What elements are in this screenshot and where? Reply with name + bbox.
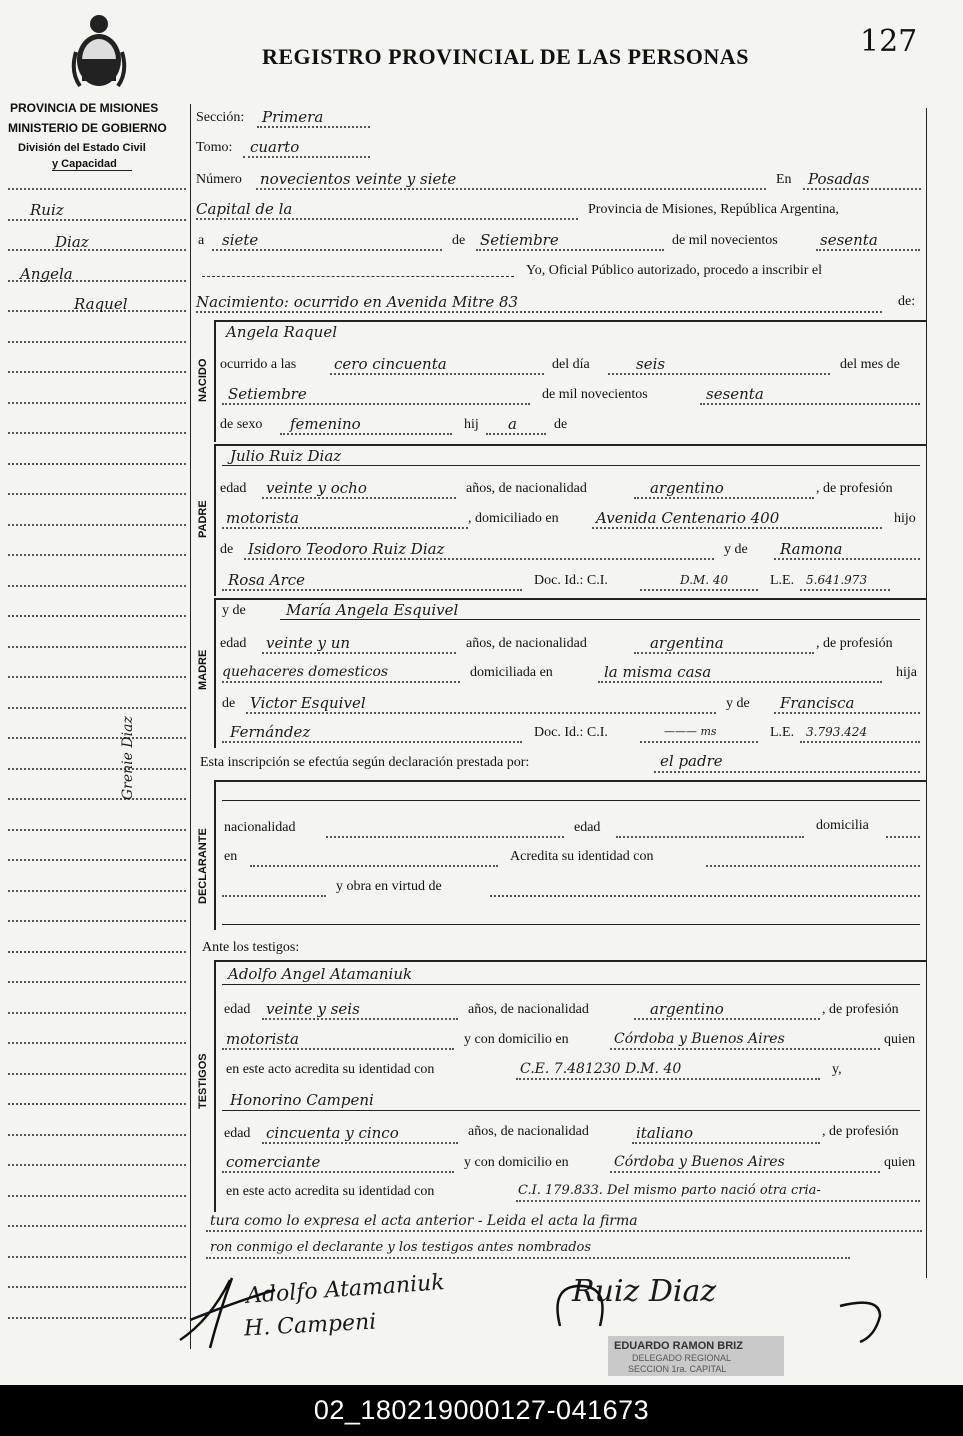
t2-prof-value: comerciante <box>226 1153 321 1171</box>
margin-rule-line <box>8 1073 186 1075</box>
t2-nac-label: años, de nacionalidad <box>468 1124 589 1139</box>
t1-quien: quien <box>884 1032 916 1047</box>
dia-value: siete <box>222 231 259 249</box>
declaracion-text: Esta inscripción se efectúa según declaración prestada por: <box>200 755 530 770</box>
t2-dom-label: y con domicilio en <box>464 1155 569 1170</box>
padre-yde-label: y de <box>724 542 748 557</box>
padre-le-value: 5.641.973 <box>806 573 868 587</box>
margin-rule-line <box>8 646 186 648</box>
testigo2-nombre: Honorino Campeni <box>230 1091 374 1109</box>
margin-rule-line <box>8 1317 186 1319</box>
mes-value: Setiembre <box>480 231 559 249</box>
de-label: de <box>452 233 466 248</box>
margin-rule-line <box>8 768 186 770</box>
margin-rule-line <box>8 219 186 221</box>
margin-note-1: Ruiz <box>30 201 64 219</box>
padre-de-label: de <box>220 542 234 557</box>
margin-rule-line <box>8 707 186 709</box>
madre-dom-value: la misma casa <box>604 663 712 681</box>
margin-rule-line <box>8 524 186 526</box>
madre-edad-label: edad <box>220 636 247 651</box>
de-colon-label: de: <box>898 294 916 309</box>
padre-prof-label: , de profesión <box>816 481 893 496</box>
padre-ci-value: D.M. 40 <box>680 573 729 587</box>
padre-prof-value: motorista <box>226 509 299 527</box>
signature-campeni: H. Campeni <box>243 1309 377 1342</box>
margin-rule-line <box>8 463 186 465</box>
coat-of-arms-icon <box>68 12 130 94</box>
en-value: Posadas <box>808 170 870 188</box>
decl-acredita-label: Acredita su identidad con <box>510 849 654 864</box>
madre-doc-label: Doc. Id.: C.I. <box>534 725 608 740</box>
numero-value: novecientos veinte y siete <box>260 170 457 188</box>
margin-note-3: Angela <box>20 265 73 283</box>
madre-label: MADRE <box>197 649 209 691</box>
t2-acr-label: en este acto acredita su identidad con <box>226 1184 435 1199</box>
padre-le-label: L.E. <box>770 573 795 588</box>
capital-value: Capital de la <box>196 200 293 218</box>
margin-rule-line <box>8 341 186 343</box>
margin-rule-line <box>8 402 186 404</box>
abuela-materna-2: Fernández <box>230 723 311 741</box>
padre-dom-label: , domiciliado en <box>468 511 559 526</box>
testigo1-nombre: Adolfo Angel Atamaniuk <box>228 965 413 983</box>
anio-value: sesenta <box>820 231 878 249</box>
t2-edad-value: cincuenta y cinco <box>266 1124 399 1142</box>
folio-number: 127 <box>860 24 918 59</box>
padre-doc-label: Doc. Id.: C.I. <box>534 573 608 588</box>
margin-rule-line <box>8 554 186 556</box>
hij-label: hij <box>464 417 479 432</box>
madre-nac-label: años, de nacionalidad <box>466 636 587 651</box>
margin-rule-line <box>8 1195 186 1197</box>
padre-edad-value: veinte y ocho <box>266 479 367 497</box>
madre-nac-value: argentina <box>650 634 724 652</box>
margin-rule-line <box>8 188 186 190</box>
margin-rule-line <box>8 1134 186 1136</box>
padre-dom-value: Avenida Centenario 400 <box>596 509 780 527</box>
margin-rule-line <box>8 1164 186 1166</box>
nacido-de-label: de <box>554 417 568 432</box>
seccion-value: Primera <box>262 108 324 126</box>
t1-edad-value: veinte y seis <box>266 1000 360 1018</box>
margin-rule-line <box>8 676 186 678</box>
dia-label: del día <box>552 357 590 372</box>
nacido-dia-value: seis <box>636 355 666 373</box>
t2-nac-value: italiano <box>636 1124 693 1142</box>
margin-rule-line <box>8 371 186 373</box>
testigos-section <box>214 960 926 1212</box>
margin-note-4: Raquel <box>74 295 128 313</box>
a-label: a <box>198 233 205 248</box>
province-name: PROVINCIA DE MISIONES <box>10 101 159 115</box>
madre-ci-value: ——— ms <box>664 725 717 738</box>
t2-quien: quien <box>884 1155 916 1170</box>
margin-rule-line <box>8 1012 186 1014</box>
ministry-name: MINISTERIO DE GOBIERNO <box>8 121 167 135</box>
signature-atamaniuk: Adolfo Atamaniuk <box>245 1270 446 1309</box>
form-left-border <box>190 104 191 1349</box>
t1-nac-label: años, de nacionalidad <box>468 1002 589 1017</box>
padre-nac-label: años, de nacionalidad <box>466 481 587 496</box>
margin-side-note: Grenie Diaz <box>120 716 136 800</box>
margin-rule-line <box>8 798 186 800</box>
padre-nombre: Julio Ruiz Diaz <box>230 447 342 465</box>
nacido-anio-value: sesenta <box>706 385 764 403</box>
tomo-label: Tomo: <box>196 140 233 155</box>
margin-rule-line <box>8 1103 186 1105</box>
margin-rule-line <box>8 1256 186 1258</box>
division-line-2: y Capacidad <box>52 158 117 170</box>
continuation-line-2: ron conmigo el declarante y los testigos antes nombrados <box>210 1240 592 1255</box>
mil-label: de mil novecientos <box>672 233 778 248</box>
declaracion-value: el padre <box>660 752 723 770</box>
madre-prof-label: , de profesión <box>816 636 893 651</box>
decl-en-label: en <box>224 849 238 864</box>
hij-value: a <box>508 415 517 433</box>
margin-rule-line <box>8 981 186 983</box>
form-right-border <box>926 108 927 1278</box>
tomo-value: cuarto <box>250 138 300 156</box>
madre-le-label: L.E. <box>770 725 795 740</box>
madre-de-label: de <box>222 696 236 711</box>
document-code-footer: 02_180219000127-041673 <box>0 1385 963 1436</box>
seccion-label: Sección: <box>196 110 245 125</box>
nacido-mil-label: de mil novecientos <box>542 387 648 402</box>
hora-value: cero cincuenta <box>334 355 447 373</box>
t1-acr-value: C.E. 7.481230 D.M. 40 <box>520 1061 682 1077</box>
decl-dom-label: domicilia <box>816 818 869 833</box>
nacido-mes-value: Setiembre <box>228 385 307 403</box>
signature-flourish-icon <box>170 1260 280 1350</box>
t2-dom-value: Córdoba y Buenos Aires <box>614 1154 785 1170</box>
t2-acr-value: C.I. 179.833. Del mismo parto nació otra cria- <box>518 1183 821 1198</box>
margin-rule-line <box>8 585 186 587</box>
t1-prof-value: motorista <box>226 1030 299 1048</box>
abuelo-paterno: Isidoro Teodoro Ruiz Diaz <box>248 540 445 558</box>
margin-rule-line <box>8 1225 186 1227</box>
mes-label: del mes de <box>840 357 900 372</box>
margin-rule-line <box>8 493 186 495</box>
madre-le-value: 3.793.424 <box>806 725 868 739</box>
t1-edad-label: edad <box>224 1002 251 1017</box>
continuation-line-1: tura como lo expresa el acta anterior - Leida el acta la firma <box>210 1213 638 1229</box>
numero-label: Número <box>196 172 242 187</box>
page-title: REGISTRO PROVINCIAL DE LAS PERSONAS <box>262 44 749 69</box>
padre-nac-value: argentino <box>650 479 724 497</box>
t1-acr-label: en este acto acredita su identidad con <box>226 1062 435 1077</box>
madre-yde-label: y de <box>222 603 246 618</box>
margin-rule-line <box>8 737 186 739</box>
official-stamp: EDUARDO RAMON BRIZ DELEGADO REGIONAL SECCION 1ra. CAPITAL <box>608 1336 784 1376</box>
testigos-label: TESTIGOS <box>197 1053 209 1109</box>
t2-edad-label: edad <box>224 1126 251 1141</box>
margin-rule-line <box>8 890 186 892</box>
abuela-materna-1: Francisca <box>780 694 855 712</box>
declarante-label: DECLARANTE <box>197 828 209 904</box>
division-line-1: División del Estado Civil <box>18 142 146 154</box>
margin-rule-line <box>8 920 186 922</box>
t1-dom-value: Córdoba y Buenos Aires <box>614 1031 785 1047</box>
margin-rule-line <box>8 1286 186 1288</box>
decl-nac-label: nacionalidad <box>224 820 296 835</box>
nacido-label: NACIDO <box>197 358 209 402</box>
margin-note-2: Diaz <box>55 233 89 251</box>
madre-nombre: María Angela Esquivel <box>286 601 459 619</box>
sexo-label: de sexo <box>220 417 263 432</box>
ocurrido-label: ocurrido a las <box>220 357 297 372</box>
nacimiento-value: Nacimiento: ocurrido en Avenida Mitre 83 <box>196 293 519 311</box>
madre-dom-label: domiciliada en <box>470 665 553 680</box>
t1-prof-label: , de profesión <box>822 1002 899 1017</box>
decl-edad-label: edad <box>574 820 601 835</box>
t1-y: y, <box>832 1062 842 1077</box>
t1-dom-label: y con domicilio en <box>464 1032 569 1047</box>
madre-yde2-label: y de <box>726 696 750 711</box>
hija-label: hija <box>896 665 917 680</box>
abuela-paterna-2: Rosa Arce <box>228 571 306 589</box>
margin-rule-line <box>8 249 186 251</box>
madre-prof-value: quehaceres domesticos <box>222 664 389 680</box>
margin-rule-line <box>8 951 186 953</box>
ante-testigos: Ante los testigos: <box>202 940 300 955</box>
margin-rule-line <box>8 615 186 617</box>
signature-declarante: Ruiz Diaz <box>572 1274 717 1309</box>
madre-edad-value: veinte y un <box>266 634 351 652</box>
decl-obra-label: y obra en virtud de <box>336 879 442 894</box>
hijo-label: hijo <box>894 511 916 526</box>
t2-prof-label: , de profesión <box>822 1124 899 1139</box>
provincia-text: Provincia de Misiones, República Argentina, <box>588 202 839 217</box>
en-label: En <box>776 172 792 187</box>
sexo-value: femenino <box>290 415 361 433</box>
signature-declarante-flourish-icon <box>540 1266 900 1346</box>
oficial-text: Yo, Oficial Público autorizado, procedo a inscribir el <box>526 263 823 278</box>
margin-rule-line <box>8 432 186 434</box>
nacido-nombre: Angela Raquel <box>226 323 337 341</box>
margin-rule-line <box>8 829 186 831</box>
t1-nac-value: argentino <box>650 1000 724 1018</box>
padre-label: PADRE <box>197 500 209 538</box>
abuela-paterna-1: Ramona <box>780 540 843 558</box>
padre-edad-label: edad <box>220 481 247 496</box>
abuelo-materno: Victor Esquivel <box>250 694 366 712</box>
margin-rule-line <box>8 1042 186 1044</box>
margin-rule-line <box>8 859 186 861</box>
